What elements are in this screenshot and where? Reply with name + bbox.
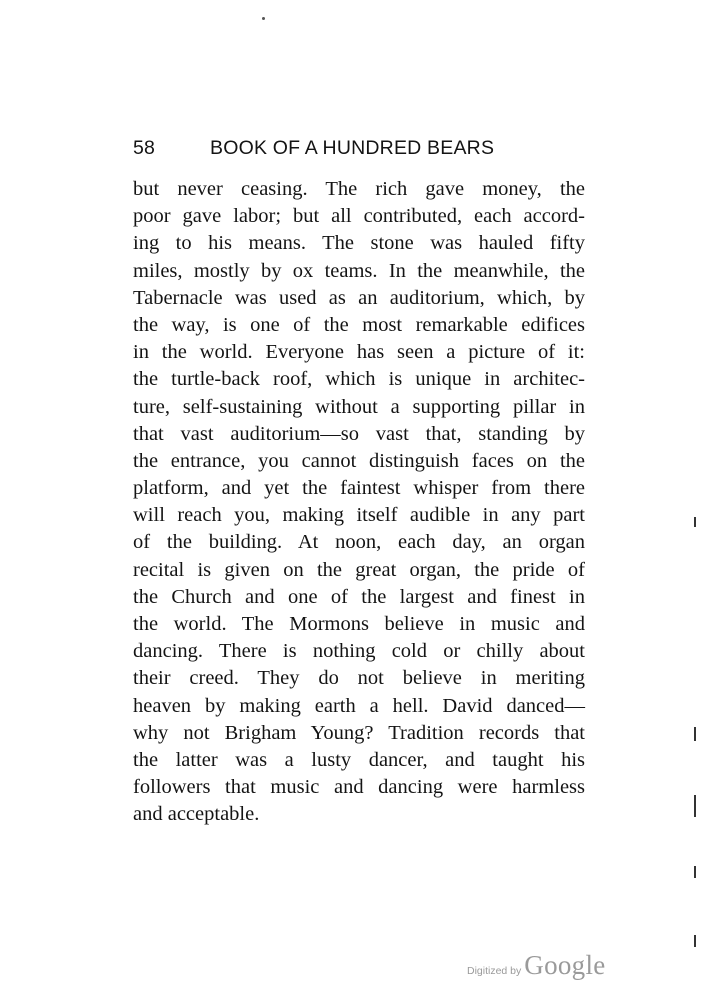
digitized-watermark [467,950,606,981]
text-line: the entrance, you cannot distinguish faces on the [133,449,585,472]
text-line: and acceptable. [133,803,260,826]
text-line: why not Brigham Young? Tradition records that [133,721,585,744]
scan-edge-mark [694,866,696,878]
text-line: that vast auditorium—so vast that, standing by [133,422,585,445]
text-line: the way, is one of the most remarkable edifices [133,313,585,336]
text-line: platform, and yet the faintest whisper from there [133,477,585,500]
google-logo: Google [524,950,606,980]
running-title: BOOK OF A HUNDRED BEARS [210,137,495,159]
text-line: ture, self-sustaining without a supporting pillar in [133,395,585,418]
scan-speck [262,17,265,20]
text-line: the turtle-back roof, which is unique in architec- [133,368,585,391]
scan-edge-mark [694,935,696,947]
text-line: followers that music and dancing were harmless [133,776,585,799]
text-line: recital is given on the great organ, the pride of [133,558,585,581]
text-line: in the world. Everyone has seen a picture of it: [133,341,585,364]
text-line: heaven by making earth a hell. David danced— [133,694,585,717]
text-line: dancing. There is nothing cold or chilly about [133,640,585,663]
scan-edge-mark [694,517,696,527]
text-line: but never ceasing. The rich gave money, the [133,178,585,200]
scan-edge-mark [694,727,696,741]
body-text [133,176,585,829]
text-line: the world. The Mormons believe in music and [133,613,585,635]
text-line: ing to his means. The stone was hauled fifty [133,232,585,255]
text-line: their creed. They do not believe in meriting [133,667,585,690]
text-line: the Church and one of the largest and finest in [133,585,585,608]
text-line: of the building. At noon, each day, an organ [133,531,585,554]
watermark-prefix: Digitized by [467,965,522,977]
page-number: 58 [133,137,156,159]
text-line: will reach you, making itself audible in any part [133,504,585,527]
text-line: Tabernacle was used as an auditorium, which, by [133,286,585,309]
text-line: poor gave labor; but all contributed, each accord- [133,205,585,228]
text-line: miles, mostly by ox teams. In the meanwhile, the [133,259,585,282]
page-header [133,137,533,167]
text-line: the latter was a lusty dancer, and taught his [133,748,585,771]
scan-edge-mark [694,795,696,817]
